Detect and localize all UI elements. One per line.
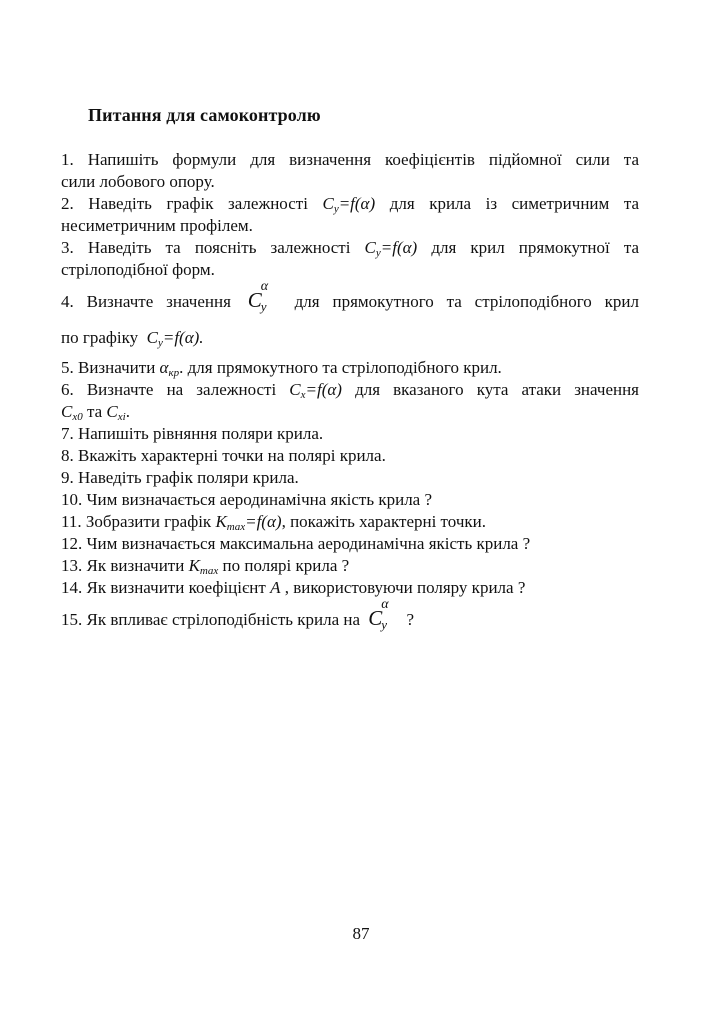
question-2-text: 2. Наведіть графік залежності: [61, 194, 308, 213]
max-subscript: max: [226, 521, 246, 533]
question-2-line-2: несиметричним профілем.: [61, 216, 253, 235]
x0-subscript: x0: [72, 411, 83, 423]
c-symbol: C: [146, 328, 158, 347]
formula-alpha-cr: [160, 358, 180, 377]
question-6-and: та: [86, 402, 103, 421]
formula-kmax-f-alpha: [215, 512, 281, 531]
c-symbol: C: [364, 238, 376, 257]
question-13-after: по полярі крила ?: [222, 556, 350, 575]
question-6-line-2: [61, 401, 639, 423]
formula-cy-alpha: [247, 279, 278, 314]
question-9: 9. Наведіть графік поляри крила.: [61, 468, 299, 487]
question-15-after: ?: [406, 610, 415, 629]
page-title: Питання для самоконтролю: [88, 105, 321, 125]
question-15: [61, 599, 639, 637]
y-subscript: y: [260, 299, 267, 314]
question-14-text: 14. Як визначити коефіцієнт: [61, 578, 266, 597]
xi-subscript: xi: [117, 411, 126, 423]
question-6-line-1: [61, 379, 639, 401]
y-subscript: y: [157, 337, 163, 349]
question-3-text: 3. Наведіть та поясніть залежності: [61, 238, 351, 257]
formula-cx0: [61, 402, 83, 421]
question-15-text: 15. Як впливає стрілоподібність крила на: [61, 610, 361, 629]
f-alpha: =f(α): [245, 512, 282, 531]
f-alpha: =f(α): [380, 238, 418, 257]
f-alpha: =f(α): [305, 380, 342, 399]
page-number: 87: [352, 924, 370, 943]
c-symbol: C: [322, 194, 334, 213]
question-14-after: , використовуючи поляру крила ?: [284, 578, 526, 597]
question-3-line-2: стрілоподібної форм.: [61, 260, 215, 279]
y-subscript: y: [375, 247, 381, 259]
question-12: 12. Чим визначається максимальна аеродинамічна якість крила ?: [61, 534, 531, 553]
question-5-after: . для прямокутного та стрілоподібного крил.: [179, 358, 502, 377]
k-symbol: K: [215, 512, 227, 531]
formula-cxi: [106, 402, 125, 421]
question-4-line-2: [61, 319, 639, 357]
c-symbol: C: [61, 402, 73, 421]
question-4-line-1: [61, 281, 639, 319]
question-4-text: 4. Визначте значення: [61, 292, 231, 311]
k-symbol: K: [188, 556, 200, 575]
cr-subscript: кр: [168, 367, 180, 379]
alpha-superscript: α: [260, 279, 269, 294]
question-8: 8. Вкажіть характерні точки на полярі крила.: [61, 446, 386, 465]
question-5-text: 5. Визначити: [61, 358, 156, 377]
question-4-cont: по графіку: [61, 328, 139, 347]
question-6-end: .: [125, 402, 130, 421]
formula-cx-f-alpha: [289, 380, 342, 399]
question-6-after: для вказаного кута атаки значення: [355, 380, 639, 399]
question-10: 10. Чим визначається аеродинамічна якість крила ?: [61, 490, 433, 509]
question-3-line-1: [61, 237, 639, 259]
alpha-symbol: α: [159, 358, 169, 377]
f-alpha: =f(α).: [162, 328, 204, 347]
question-5-line-1: [61, 357, 639, 379]
question-2-line-1: [61, 193, 639, 215]
formula-cy-f-alpha: [142, 328, 203, 347]
c-symbol: C: [247, 288, 262, 312]
formula-cy-f-alpha: [322, 194, 375, 213]
question-list: [61, 149, 639, 637]
question-11-after: , покажіть характерні точки.: [281, 512, 486, 531]
y-subscript: y: [381, 617, 388, 632]
formula-cy-f-alpha: [365, 238, 418, 257]
c-symbol: C: [289, 380, 301, 399]
question-1-line-2: сили лобового опору.: [61, 172, 215, 191]
formula-kmax: [189, 556, 219, 575]
formula-a: A: [270, 578, 281, 597]
c-symbol: C: [106, 402, 118, 421]
question-13-text: 13. Як визначити: [61, 556, 185, 575]
question-2-after: для крила із симетричним та: [389, 194, 640, 213]
question-4-after: для прямокутного та стрілоподібного крил: [294, 292, 640, 311]
alpha-superscript: α: [381, 597, 389, 612]
c-symbol: C: [368, 606, 383, 630]
f-alpha: =f(α): [338, 194, 376, 213]
y-subscript: y: [333, 203, 339, 215]
question-3-after: для крил прямокутної та: [431, 238, 640, 257]
x-subscript: x: [300, 389, 306, 401]
question-6-text: 6. Визначте на залежності: [61, 380, 277, 399]
question-1-line-1: 1. Напишіть формули для визначення коефіцієнтів підйомної сили та: [61, 150, 639, 169]
question-11-text: 11. Зобразити графік: [61, 512, 212, 531]
question-13: [61, 555, 639, 577]
question-11: [61, 511, 639, 533]
formula-cy-alpha: [368, 597, 398, 632]
question-14: [61, 577, 639, 599]
max-subscript: max: [199, 565, 219, 577]
question-7: 7. Напишіть рівняння поляри крила.: [61, 424, 324, 443]
